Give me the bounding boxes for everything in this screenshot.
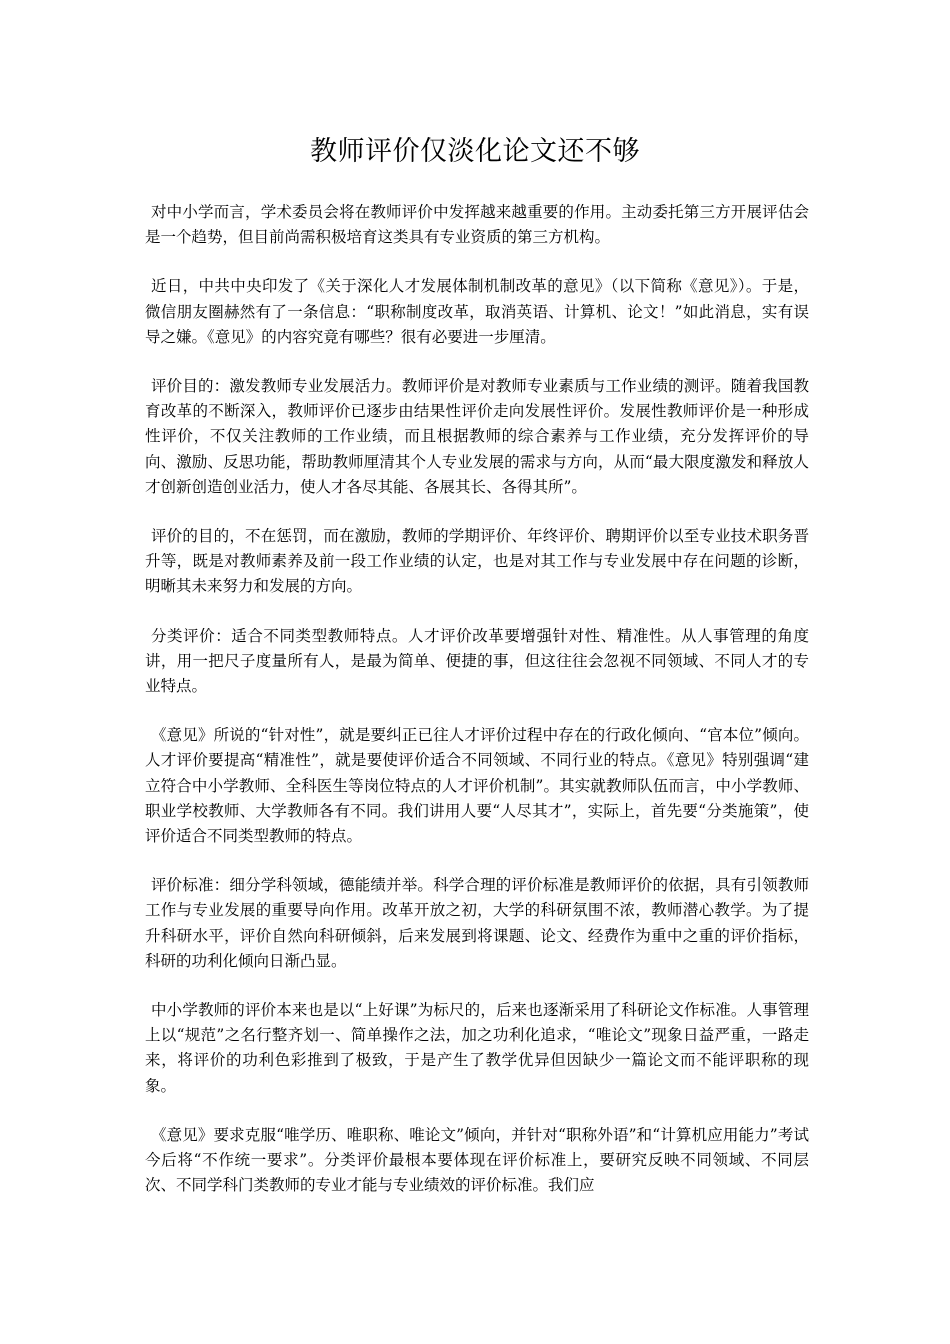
paragraph: 近日，中共中央印发了《关于深化人才发展体制机制改革的意见》（以下简称《意见》）。于是，微信朋友圈赫然有了一条信息：“职称制度改革，取消英语、计算机、论文！”如此消息，实有误导之嫌。《意见》的内容究竟有哪些？很有必要进一步厘清。: [145, 277, 809, 346]
page-title: 教师评价仅淡化论文还不够: [310, 136, 640, 167]
article-body: [145, 200, 809, 1223]
paragraph: 评价标准：细分学科领域，德能绩并举。科学合理的评价标准是教师评价的依据，具有引领教师工作与专业发展的重要导向作用。改革开放之初，大学的科研氛围不浓，教师潜心教学。为了提升科研水平，评价自然向科研倾斜，后来发展到将课题、论文、经费作为重中之重的评价指标，科研的功利化倾向日渐凸显。: [145, 876, 809, 970]
paragraph: 分类评价：适合不同类型教师特点。人才评价改革要增强针对性、精准性。从人事管理的角度讲，用一把尺子度量所有人，是最为简单、便捷的事，但这往往会忽视不同领域、不同人才的专业特点。: [145, 626, 809, 696]
paragraph: 中小学教师的评价本来也是以“上好课”为标尺的，后来也逐渐采用了科研论文作标准。人事管理上以“规范”之名行整齐划一、简单操作之法，加之功利化追求，“唯论文”现象日益严重，一路走来，将评价的功利色彩推到了极致，于是产生了教学优异但因缺少一篇论文而不能评职称的现象。: [145, 1001, 809, 1095]
paragraph: 对中小学而言，学术委员会将在教师评价中发挥越来越重要的作用。主动委托第三方开展评估会是一个趋势，但目前尚需积极培育这类具有专业资质的第三方机构。: [145, 203, 809, 247]
paragraph: 《意见》要求克服“唯学历、唯职称、唯论文”倾向，并针对“职称外语”和“计算机应用能力”考试今后将“不作统一要求”。分类评价最根本要体现在评价标准上，要研究反映不同领域、不同层次、不同学科门类教师的专业才能与专业绩效的评价标准。我们应: [145, 1125, 809, 1195]
paragraph: 评价目的：激发教师专业发展活力。教师评价是对教师专业素质与工作业绩的测评。随着我国教育改革的不断深入，教师评价已逐步由结果性评价走向发展性评价。发展性教师评价是一种形成性评价，不仅关注教师的工作业绩，而且根据教师的综合素养与工作业绩，充分发挥评价的导向、激励、反思功能，帮助教师厘清其个人专业发展的需求与方向，从而“最大限度激发和释放人才创新创造创业活力，使人才各尽其能、各展其长、各得其所”。: [145, 377, 809, 496]
paragraph: 评价的目的，不在惩罚，而在激励，教师的学期评价、年终评价、聘期评价以至专业技术职务晋升等，既是对教师素养及前一段工作业绩的认定，也是对其工作与专业发展中存在问题的诊断，明晰其未来努力和发展的方向。: [145, 527, 809, 596]
paragraph: 《意见》所说的“针对性”，就是要纠正已往人才评价过程中存在的行政化倾向、“官本位”倾向。人才评价要提高“精准性”，就是要使评价适合不同领域、不同行业的特点。《意见》特别强调“建立符合中小学教师、全科医生等岗位特点的人才评价机制”。其实就教师队伍而言，中小学教师、职业学校教师、大学教师各有不同。我们讲用人要“人尽其才”，实际上，首先要“分类施策”，使评价适合不同类型教师的特点。: [145, 726, 809, 846]
